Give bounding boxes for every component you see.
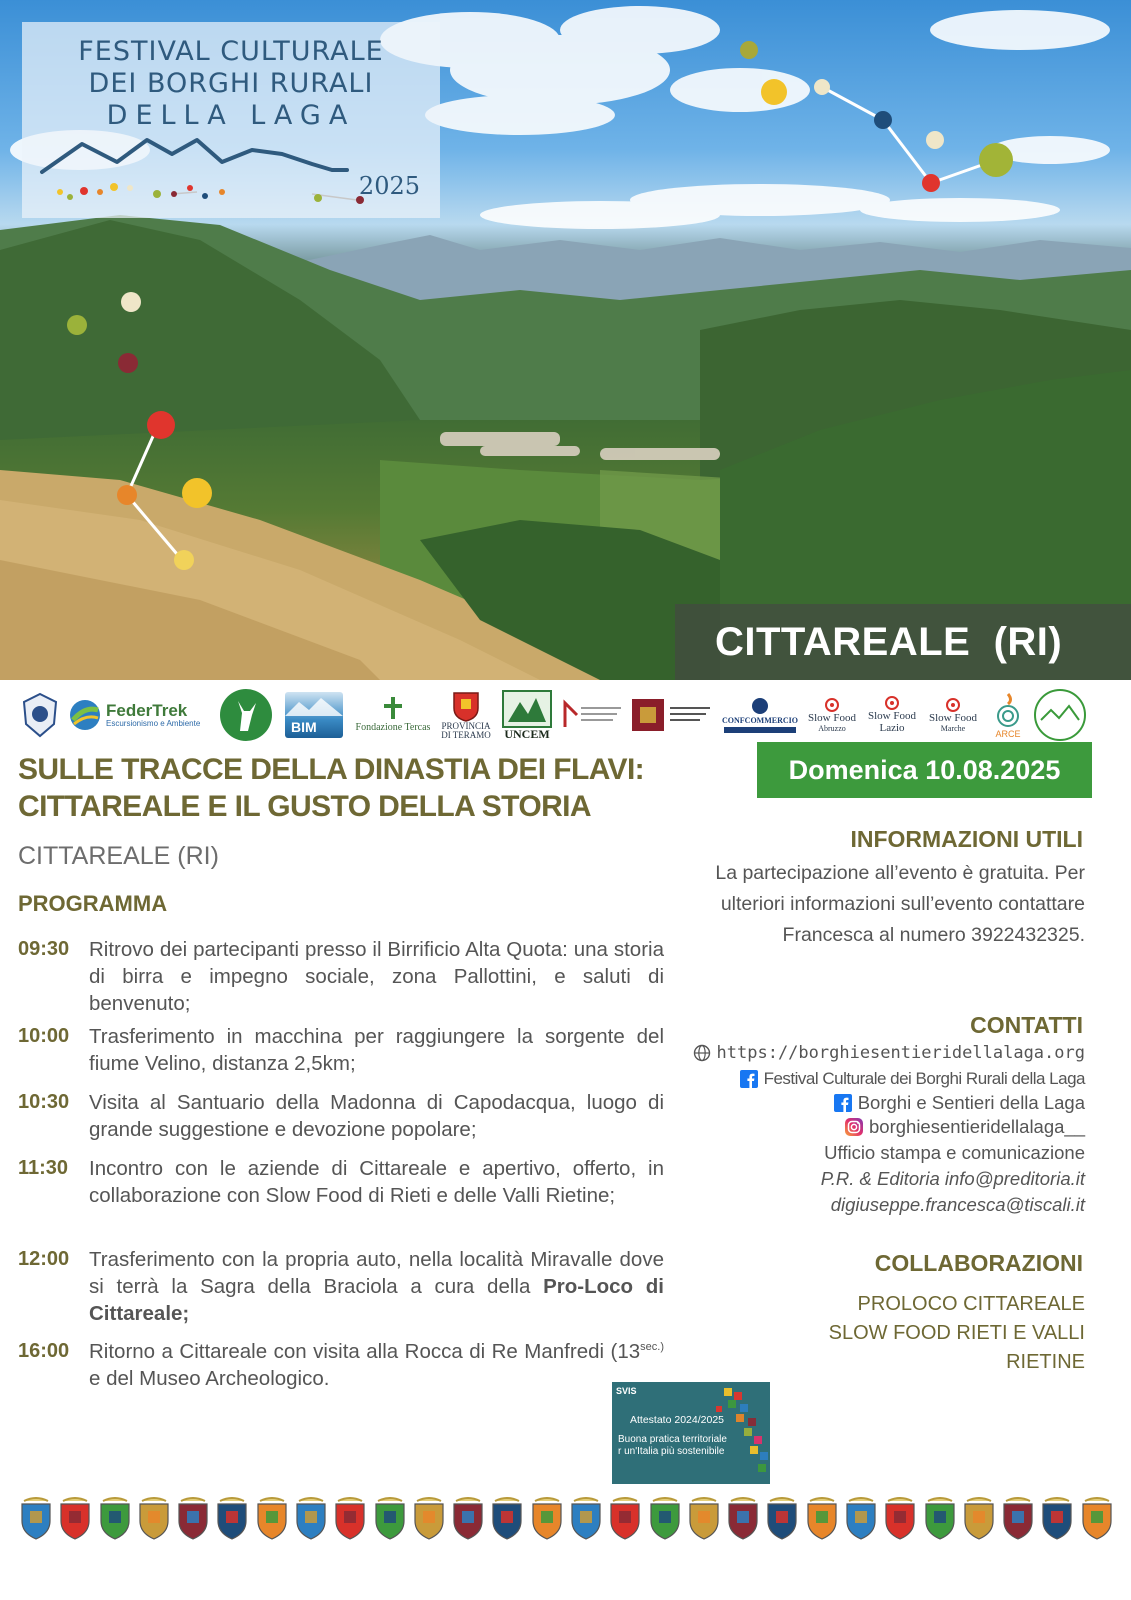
universita-teramo-logo <box>630 686 714 744</box>
municipal-crest-icon <box>411 1495 447 1541</box>
website-link[interactable] <box>693 1040 1085 1066</box>
municipal-crest-icon <box>1000 1495 1036 1541</box>
municipal-crest-icon <box>843 1495 879 1541</box>
program-time: 12:00 <box>18 1248 70 1270</box>
municipal-crest-icon <box>725 1495 761 1541</box>
logo-line-2: DEI BORGHI RURALI <box>88 68 374 99</box>
federtrek-subtitle: Escursionismo e Ambiente <box>106 718 201 728</box>
program-time: 10:00 <box>18 1025 70 1047</box>
parco-nazionale-logo <box>218 686 274 744</box>
program-item <box>18 1338 664 1394</box>
program-text-bold: Pro-Loco di Cittareale; <box>89 1275 665 1325</box>
municipal-crest-icon <box>922 1495 958 1541</box>
date-badge: Domenica 10.08.2025 <box>757 742 1092 798</box>
borghi-sentieri-circle-icon <box>1033 688 1087 742</box>
uncem-label: UNCEM <box>504 726 550 741</box>
logo-line-3: DELLA LAGA <box>106 100 356 131</box>
program-text: Ritrovo dei partecipanti presso il Birrificio Alta Quota: una storia di birra e impegno sociale, zona Pallottini, e saluti di benvenuto; <box>89 938 664 1015</box>
festival-logo <box>22 22 440 218</box>
collaborations-heading: COLLABORAZIONI <box>874 1250 1083 1276</box>
camera-commercio-logo <box>562 686 624 744</box>
confcommercio-logo <box>720 686 800 744</box>
municipal-crest-icon <box>293 1495 329 1541</box>
program-time: 09:30 <box>18 938 70 960</box>
slow-food-abruzzo-logo <box>802 686 862 744</box>
confcommercio-label: CONFCOMMERCIO <box>722 715 798 725</box>
emblem-logo <box>18 686 62 744</box>
program-heading: PROGRAMMA <box>18 891 168 916</box>
provincia-teramo-logo <box>438 686 494 744</box>
program-text <box>89 1246 664 1327</box>
municipal-crest-icon <box>450 1495 486 1541</box>
instagram-icon <box>845 1118 863 1136</box>
program-text-main: Ritorno a Cittareale con visita alla Rocca di Re Manfredi (13 <box>89 1340 641 1363</box>
program-text: Visita al Santuario della Madonna di Capodacqua, luogo di grande suggestione e devozione popolare; <box>89 1091 664 1141</box>
snail-icon <box>823 697 841 713</box>
municipal-crest-icon <box>647 1495 683 1541</box>
program-item <box>18 1089 664 1145</box>
borghi-sentieri-logo <box>1032 686 1088 744</box>
logo-line-1: FESTIVAL CULTURALE <box>78 36 384 67</box>
municipal-crest-icon <box>529 1495 565 1541</box>
municipal-crest-icon <box>489 1495 525 1541</box>
email-francesca[interactable] <box>831 1192 1085 1218</box>
municipal-crest-icon <box>568 1495 604 1541</box>
globe-icon <box>693 1044 711 1062</box>
municipal-crest-icon <box>18 1495 54 1541</box>
arce-spiral-icon <box>993 690 1023 730</box>
confcommercio-icon <box>750 697 770 715</box>
bim-label: BIM <box>291 719 317 736</box>
info-heading: INFORMAZIONI UTILI <box>850 826 1083 852</box>
municipal-crests-strip <box>14 1495 1119 1555</box>
municipal-crest-icon <box>1039 1495 1075 1541</box>
certificate-line-2: r un'Italia più sostenibile <box>618 1446 725 1457</box>
facebook-icon <box>740 1070 758 1088</box>
municipal-crest-icon <box>607 1495 643 1541</box>
municipal-crest-icon <box>332 1495 368 1541</box>
municipal-crest-icon <box>97 1495 133 1541</box>
logo-year: 2025 <box>358 172 420 200</box>
program-item <box>18 936 664 1018</box>
municipal-crest-icon <box>254 1495 290 1541</box>
camera-commercio-icon <box>563 697 623 733</box>
slow-food-3-sub: Marche <box>940 723 966 733</box>
program-text-sup: sec.) <box>640 1341 664 1354</box>
uncem-icon <box>502 690 552 728</box>
italy-map-icon <box>612 1382 770 1484</box>
certificate-logo: SVIS <box>616 1386 637 1396</box>
collaboration-item: PROLOCO CITTAREALE <box>857 1293 1085 1315</box>
slow-food-2-label: Slow Food <box>868 710 916 723</box>
event-place: CITTAREALE (RI) <box>18 842 219 870</box>
municipal-crest-icon <box>882 1495 918 1541</box>
program-item <box>18 1155 664 1237</box>
bim-logo <box>284 686 344 744</box>
program-time: 16:00 <box>18 1340 70 1362</box>
universita-icon <box>630 695 714 735</box>
snail-icon <box>944 697 962 713</box>
program-time: 10:30 <box>18 1091 70 1113</box>
federtrek-name: FederTrek <box>106 700 188 720</box>
collaboration-item: RIETINE <box>1006 1351 1085 1373</box>
program-time: 11:30 <box>18 1157 69 1179</box>
event-title <box>18 752 718 825</box>
event-title-line-1: SULLE TRACCE DELLA DINASTIA DEI FLAVI: <box>18 753 645 786</box>
municipal-crest-icon <box>804 1495 840 1541</box>
federtrek-globe-icon <box>68 698 102 732</box>
slow-food-lazio-logo <box>864 686 920 744</box>
federtrek-logo <box>68 686 208 744</box>
snail-icon <box>883 695 901 711</box>
municipal-crest-icon <box>372 1495 408 1541</box>
info-text: La partecipazione all’evento è gratuita. Per ulteriori informazioni sull’evento contattare Francesca al numero 3922432325. <box>715 862 1085 946</box>
contacts-heading: CONTATTI <box>970 1012 1083 1038</box>
slow-food-marche-logo <box>924 686 982 744</box>
certificate-line-1: Buona pratica territoriale <box>618 1434 727 1445</box>
place-banner-text: CITTAREALE (RI) <box>715 620 1063 664</box>
asvis-certificate <box>612 1382 770 1484</box>
slow-food-2-sub: Lazio <box>879 722 905 734</box>
fondazione-tercas-logo <box>352 686 434 744</box>
partner-logo-strip <box>14 686 1119 744</box>
email-preditoria[interactable] <box>821 1166 1085 1192</box>
program-item <box>18 1023 664 1079</box>
instagram-text: borghiesentieridellalaga__ <box>869 1116 1085 1137</box>
municipal-crest-icon <box>175 1495 211 1541</box>
event-title-line-2: CITTAREALE E IL GUSTO DELLA STORIA <box>18 789 591 823</box>
municipal-crest-icon <box>1079 1495 1115 1541</box>
municipal-crest-icon <box>686 1495 722 1541</box>
provincia-line-2: DI TERAMO <box>441 730 491 740</box>
slow-food-3-label: Slow Food <box>929 712 977 725</box>
email-francesca-text: digiuseppe.francesca@tiscali.it <box>830 1194 1085 1215</box>
program-item <box>18 1246 664 1328</box>
fondazione-icon <box>384 697 402 719</box>
collaboration-item: SLOW FOOD RIETI E VALLI <box>828 1322 1085 1344</box>
certificate-title: Attestato 2024/2025 <box>630 1414 724 1426</box>
website-text: https://borghiesentieridellalaga.org <box>716 1043 1085 1063</box>
press-office-text: Ufficio stampa e comunicazione <box>824 1142 1085 1163</box>
bim-mountain-icon <box>285 694 343 718</box>
program-text <box>89 1338 664 1392</box>
place-banner <box>675 604 1131 680</box>
uncem-logo <box>500 686 554 744</box>
arce-label: ARCE <box>995 729 1021 740</box>
municipal-crest-icon <box>57 1495 93 1541</box>
municipal-crest-icon <box>136 1495 172 1541</box>
provincia-line-1: PROVINCIA <box>441 720 491 731</box>
municipal-crest-icon <box>961 1495 997 1541</box>
facebook-borghi-text: Borghi e Sentieri della Laga <box>857 1092 1085 1113</box>
program-text: Incontro con le aziende di Cittareale e apertivo, offerto, in collaborazione con Slow Food di Rieti e delle Valli Rietine; <box>89 1157 664 1207</box>
municipal-crest-icon <box>764 1495 800 1541</box>
program-text: Trasferimento in macchina per raggiungere la sorgente del fiume Velino, distanza 2,5km; <box>89 1025 664 1075</box>
facebook-festival-text: Festival Culturale dei Borghi Rurali della Laga <box>763 1069 1085 1088</box>
arce-logo <box>986 686 1030 744</box>
email-preditoria-text: P.R. & Editoria info@preditoria.it <box>820 1168 1085 1189</box>
facebook-icon <box>834 1094 852 1112</box>
hero-photo <box>0 0 1131 680</box>
facebook-link-festival[interactable] <box>740 1066 1085 1092</box>
slow-food-1-sub: Abruzzo <box>818 723 846 733</box>
instagram-link[interactable] <box>845 1114 1085 1140</box>
facebook-link-borghi[interactable] <box>834 1090 1085 1116</box>
chamois-icon <box>218 687 274 743</box>
program-text-main: Trasferimento con la propria auto, nella località Miravalle dove si terrà la Sagra della Braciola a cura della <box>89 1248 664 1298</box>
press-office-label <box>824 1140 1085 1166</box>
municipal-crest-icon <box>214 1495 250 1541</box>
program-text-tail: e del Museo Archeologico. <box>89 1367 330 1390</box>
slow-food-1-label: Slow Food <box>808 712 856 725</box>
fondazione-label: Fondazione Tercas <box>355 721 431 733</box>
provincia-crest-icon <box>451 690 481 722</box>
